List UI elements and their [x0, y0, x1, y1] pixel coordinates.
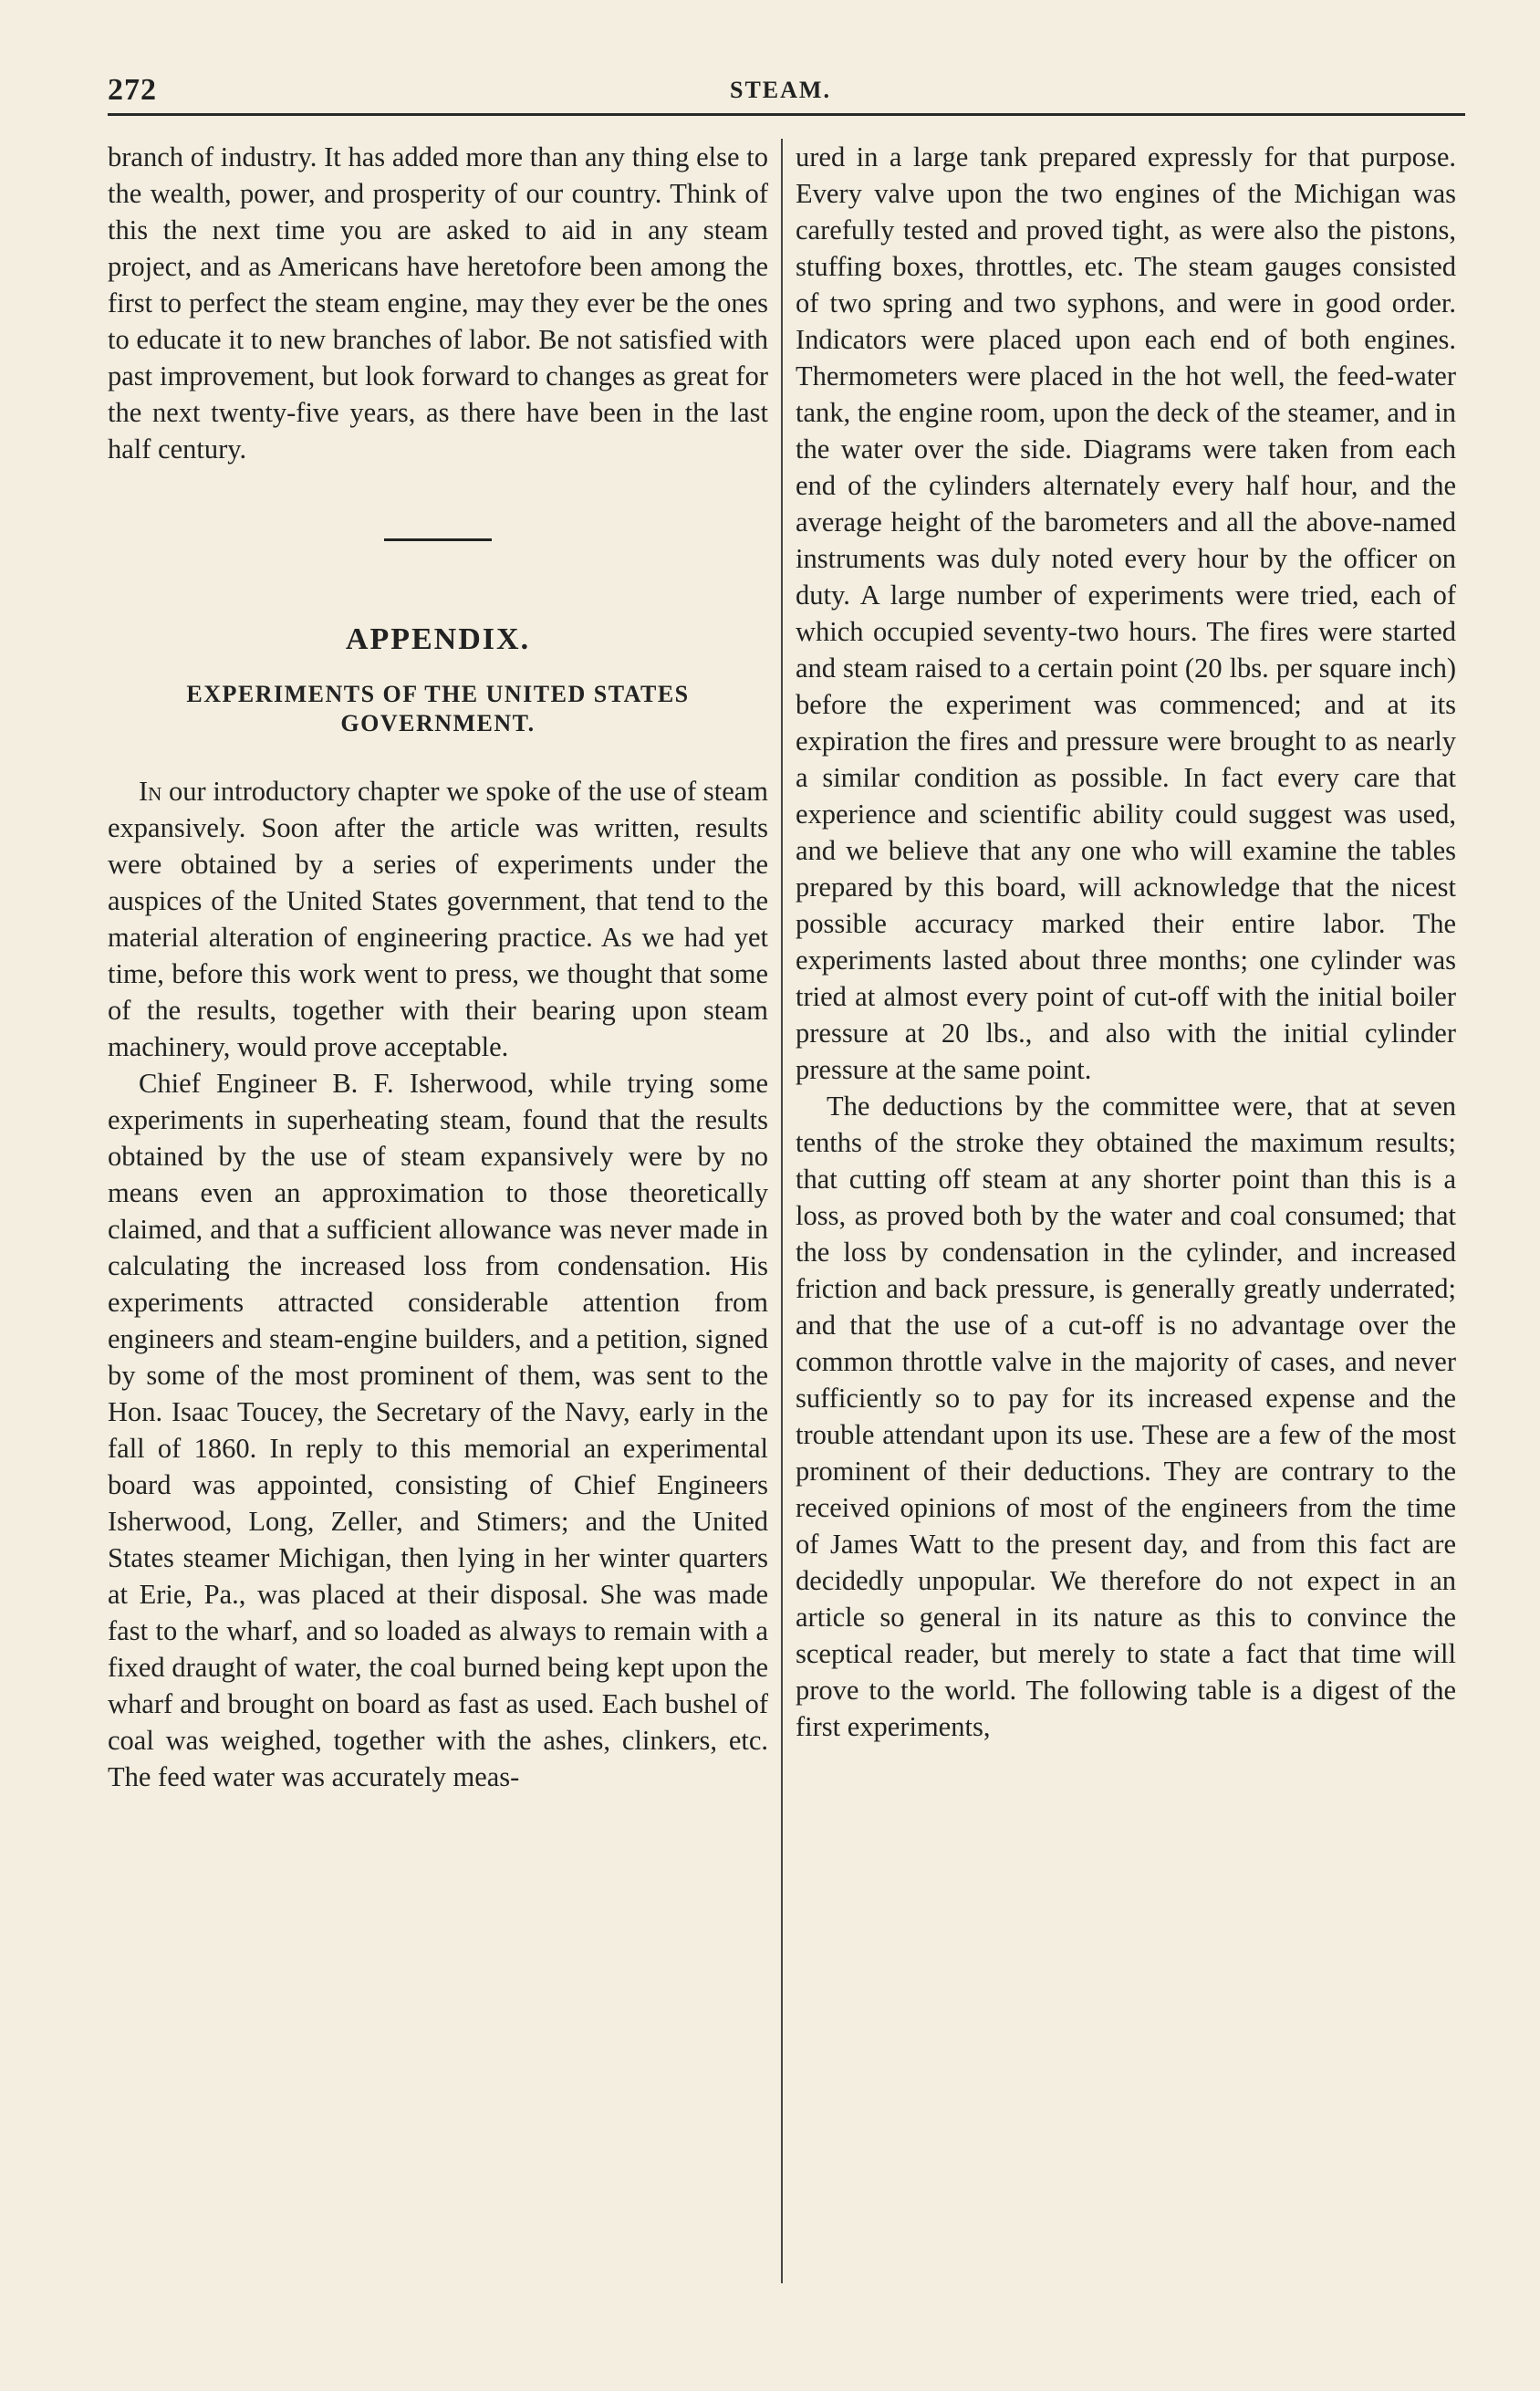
- section-divider-rule: [384, 538, 492, 541]
- header-rule: [108, 113, 1465, 116]
- lead-word: In: [139, 776, 162, 807]
- right-column: [796, 139, 1456, 1745]
- running-title: STEAM.: [730, 77, 831, 103]
- experiment-details-paragraph: ured in a large tank prepared expressly for that purpose. Every valve upon the two engines of the Michigan was carefully tested and proved tight, as were also the pistons, stuffing boxes, throttles, etc. The steam gauges consisted of two spring and two syphons, and were in good order. Indicators were placed upon each end of both engines. Thermometers were placed in the hot well, the feed-water tank, the engine room, upon the deck of the steamer, and in the water over the side. Diagrams were taken from each end of the cylinders alternately every half hour, and the average height of the barometers and all the above-named instruments was duly noted every hour by the officer on duty. A large number of experiments were tried, each of which occupied seventy-two hours. The fires were started and steam raised to a certain point (20 lbs. per square inch) before the experiment was commenced; and at its expiration the fires and pressure were brought to as nearly a similar condition as possible. In fact every care that experience and scientific ability could suggest was used, and we believe that any one who will examine the tables prepared by this board, will acknowledge that the nicest possible accuracy marked their entire labor. The experiments lasted about three months; one cylinder was tried at almost every point of cut-off with the initial boiler pressure at 20 lbs., and also with the initial cylinder pressure at the same point.: [796, 141, 1456, 1085]
- closing-paragraph: branch of industry. It has added more than any thing else to the wealth, power, and prosperity of our country. Think of this the next time you are asked to aid in any steam project, and as Americans have heretofore been among the first to perfect the steam engine, may they ever be the ones to educate it to new branches of labor. Be not satisfied with past improvement, but look forward to changes as great for the next twenty-five years, as there have been in the last half century.: [108, 141, 768, 465]
- appendix-subheading: EXPERIMENTS OF THE UNITED STATES GOVERNMENT.: [186, 681, 690, 736]
- isherwood-paragraph: Chief Engineer B. F. Isherwood, while trying some experiments in superheating steam, found that the results obtained by the use of steam expansively were by no means even an approximation to those theoretically claimed, and that a sufficient allowance was never made in calculating the increased loss from condensation. His experiments attracted considerable attention from engineers and steam-engine builders, and a petition, signed by some of the most prominent of them, was sent to the Hon. Isaac Toucey, the Secretary of the Navy, early in the fall of 1860. In reply to this memorial an experimental board was appointed, consisting of Chief Engineers Isherwood, Long, Zeller, and Stimers; and the United States steamer Michigan, then lying in her winter quarters at Erie, Pa., was placed at their disposal. She was made fast to the wharf, and so loaded as always to remain with a fixed draught of water, the coal burned being kept upon the wharf and brought on board as fast as used. Each bushel of coal was weighed, together with the ashes, clinkers, etc. The feed water was accurately meas-: [108, 1068, 768, 1792]
- appendix-heading: APPENDIX.: [345, 622, 531, 656]
- column-divider: [781, 139, 783, 2283]
- deductions-paragraph: The deductions by the committee were, that at seven tenths of the stroke they obtained the maximum results; that cutting off steam at any shorter point than this is a loss, as proved both by the water and coal consumed; that the loss by condensation in the cylinder, and increased friction and back pressure, is generally greatly underrated; and that the use of a cut-off is no advantage over the common throttle valve in the majority of cases, and never sufficiently so to pay for its increased expense and the trouble attendant upon its use. These are a few of the most prominent of their deductions. They are contrary to the received opinions of most of the engineers from the time of James Watt to the present day, and from this fact are decidedly unpopular. We therefore do not expect in an article so general in its nature as this to convince the sceptical reader, but merely to state a fact that time will prove to the world. The following table is a digest of the first experiments,: [796, 1091, 1456, 1742]
- appendix-intro-text: our introductory chapter we spoke of the use of steam expansively. Soon after the article was written, results were obtained by a series of experiments under the auspices of the United States government, that tend to the material alteration of engineering practice. As we had yet time, before this work went to press, we thought that some of the results, together with their bearing upon steam machinery, would prove acceptable.: [108, 776, 768, 1062]
- page-number: 272: [108, 73, 157, 107]
- left-column: [108, 139, 768, 1795]
- appendix-intro-paragraph: [108, 773, 768, 1065]
- running-head: [0, 0, 1540, 128]
